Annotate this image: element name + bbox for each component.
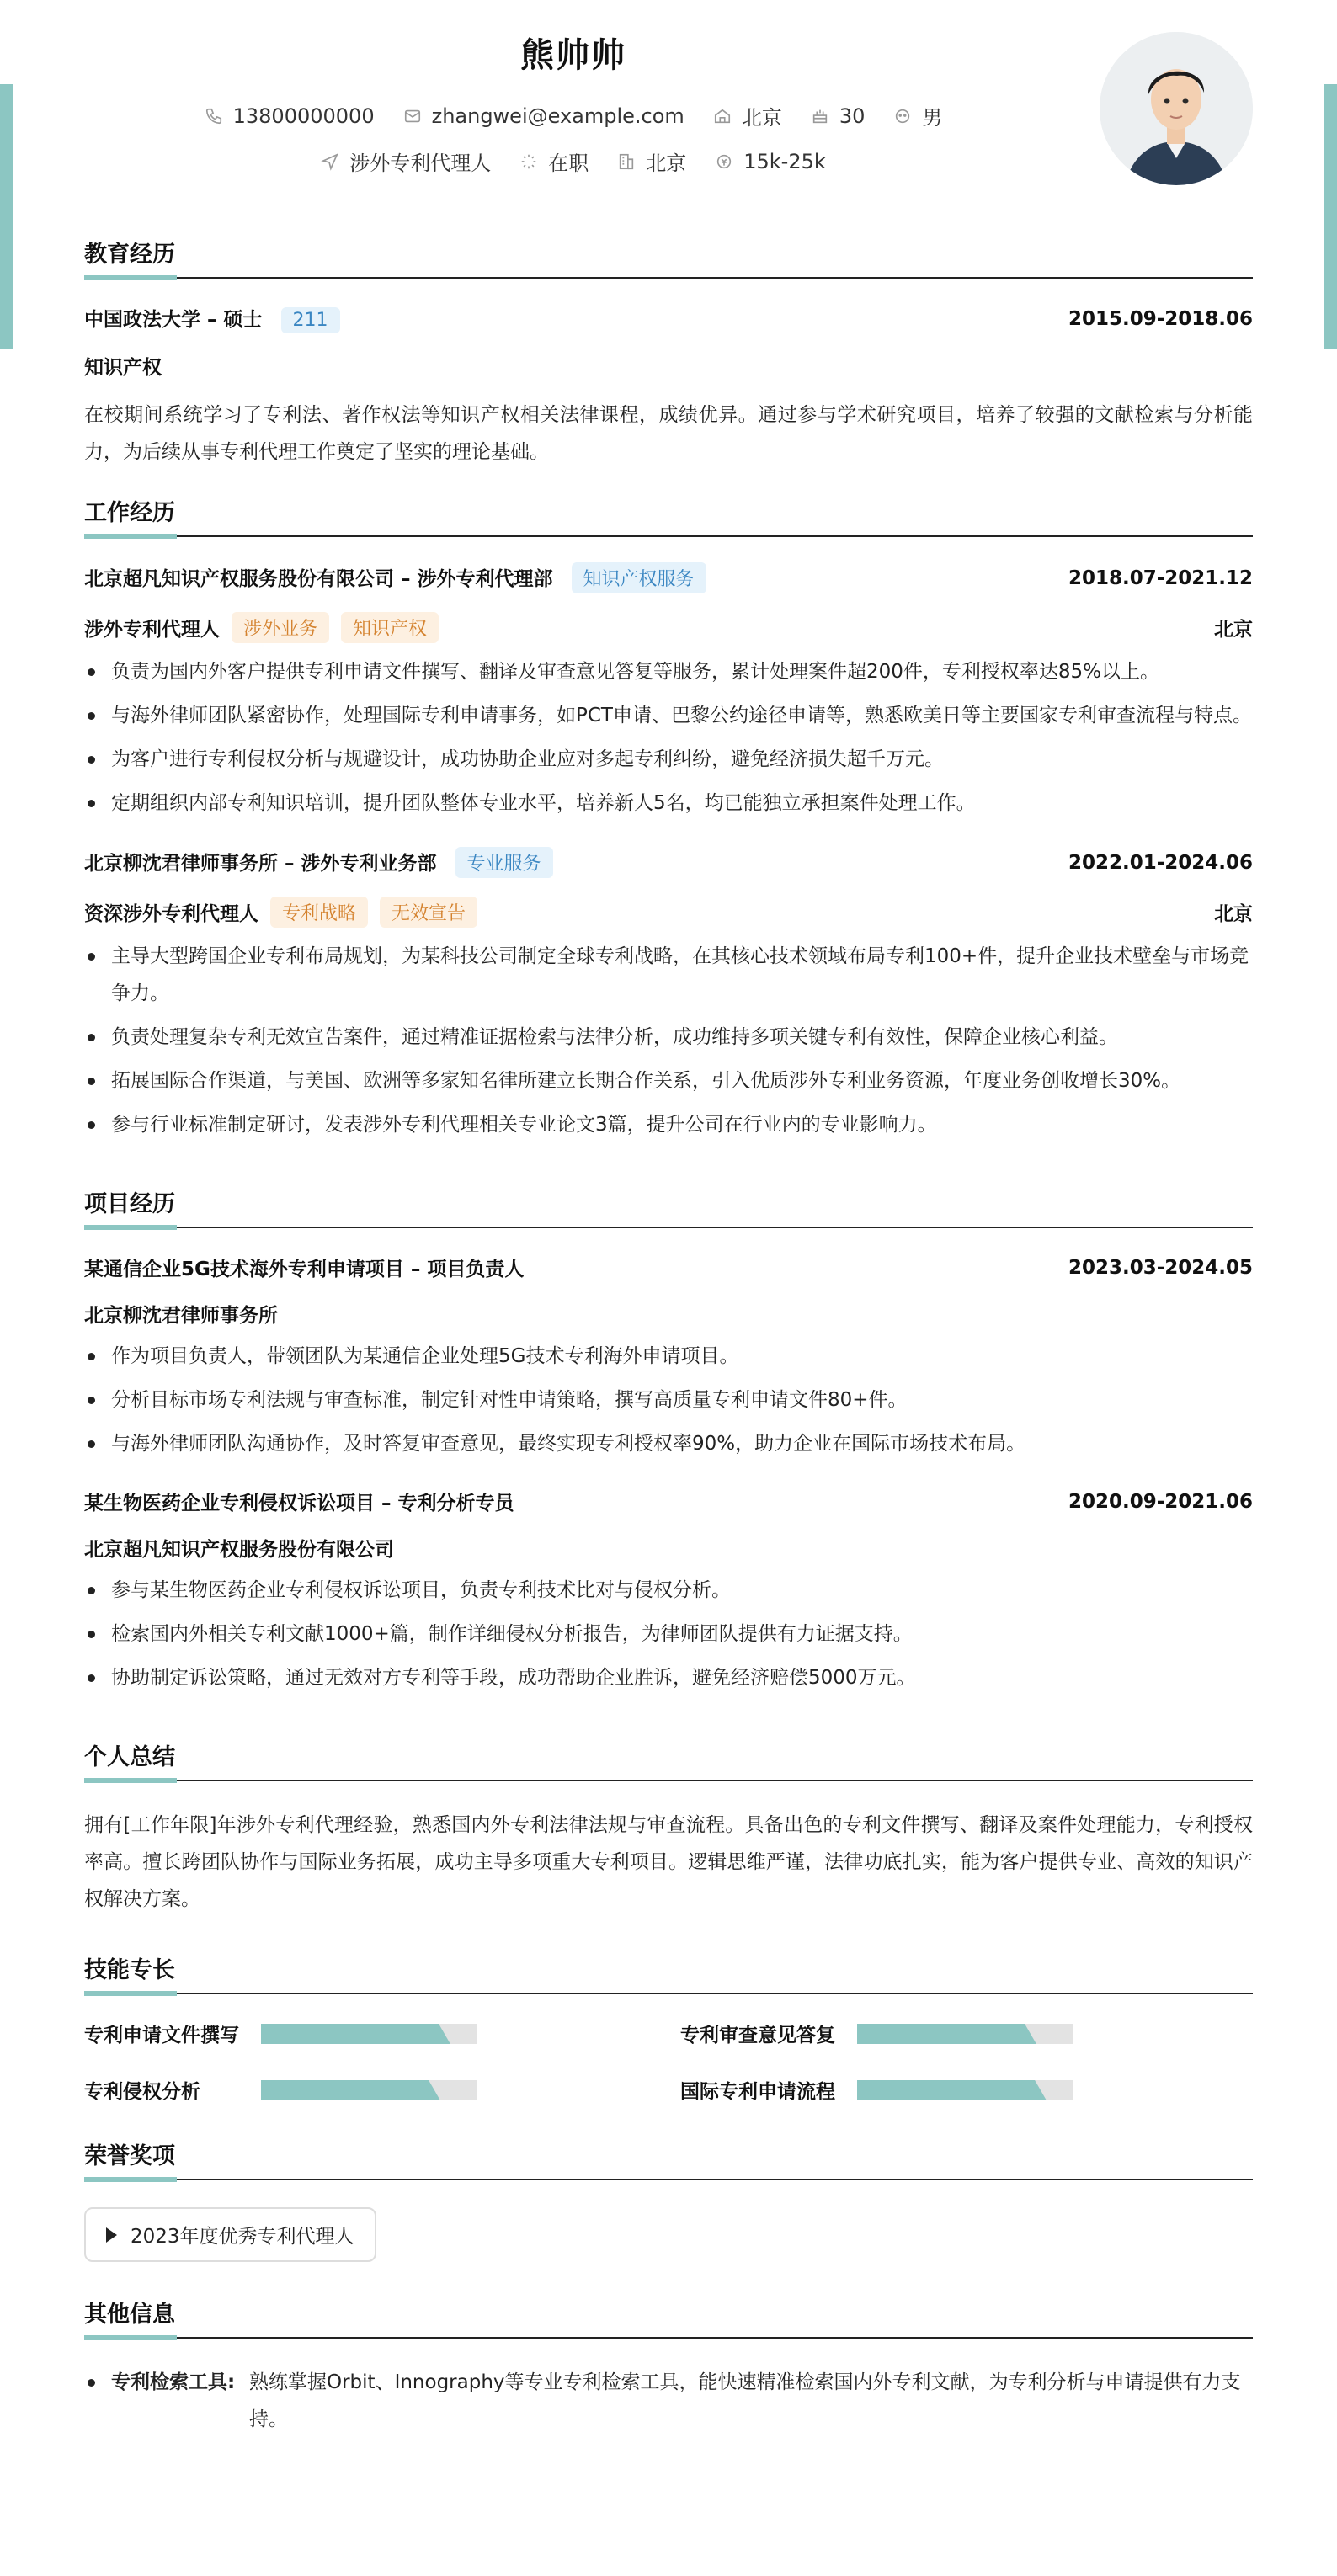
section-title: 其他信息 (84, 2302, 175, 2328)
other-section (84, 2296, 1253, 2438)
section-divider (84, 2337, 1253, 2339)
list-item: 协助制定诉讼策略，通过无效对方专利等手段，成功帮助企业胜诉，避免经济赔偿5000万元。 (84, 1659, 1253, 1696)
project-bullets (84, 1572, 1253, 1696)
list-item: 定期组织内部专利知识培训，提升团队整体专业水平，培养新人5名，均已能独立承担案件处理工作。 (84, 785, 1253, 822)
projects-section (84, 1185, 1253, 1696)
section-divider (84, 535, 1253, 537)
section-title: 工作经历 (84, 500, 175, 526)
section-divider (84, 1780, 1253, 1781)
section-title: 技能专长 (84, 1957, 175, 1983)
send-icon (321, 152, 339, 171)
skill-bar (261, 2080, 477, 2100)
project-name: 某通信企业5G技术海外专利申请项目 – 项目负责人 (84, 1259, 525, 1280)
skill-item (84, 2020, 680, 2047)
other-item (84, 2364, 1253, 2438)
company-line (84, 847, 553, 878)
location-text: 北京 (741, 106, 782, 130)
list-item: 参与某生物医药企业专利侵权诉讼项目，负责专利技术比对与侵权分析。 (84, 1572, 1253, 1609)
work-entry (84, 847, 1253, 1143)
education-desc: 在校期间系统学习了专利法、著作权法等知识产权相关法律课程，成绩优异。通过参与学术研究项目，培养了较强的文献检索与分析能力，为后续从事专利代理工作奠定了坚实的理论基础。 (84, 404, 1253, 463)
summary-section (84, 1738, 1253, 1918)
industry-tag: 知识产权服务 (572, 562, 706, 593)
skill-item (680, 2076, 1253, 2104)
home-icon (713, 107, 732, 125)
skill-item (680, 2020, 1253, 2047)
work-date: 2018.07-2021.12 (1068, 567, 1253, 589)
major: 知识产权 (84, 357, 162, 379)
salary-text: 15k-25k (743, 149, 826, 173)
skill-bar (857, 2080, 1073, 2100)
list-item: 负责为国内外客户提供专利申请文件撰写、翻译及审查意见答复等服务，累计处理案件超200件，专利授权率达85%以上。 (84, 653, 1253, 690)
list-item: 负责处理复杂专利无效宣告案件，通过精准证据检索与法律分析，成功维持多项关键专利有效性，保障企业核心利益。 (84, 1019, 1253, 1056)
section-divider (84, 1227, 1253, 1228)
skill-fill (857, 2080, 1051, 2100)
phone-icon (205, 107, 223, 125)
award-name: 2023年度优秀专利代理人 (131, 2226, 354, 2248)
role-tag: 专利战略 (270, 897, 368, 928)
age-text: 30 (839, 104, 866, 128)
gender-info (893, 101, 942, 130)
education-entry (84, 304, 1253, 471)
cake-icon (811, 107, 829, 125)
company-line (84, 562, 706, 593)
section-divider (84, 277, 1253, 279)
list-item: 检索国内外相关专利文献1000+篇，制作详细侵权分析报告，为律师团队提供有力证据支持。 (84, 1615, 1253, 1653)
work-bullets (84, 653, 1253, 822)
work-entry (84, 562, 1253, 822)
phone-info (205, 104, 375, 128)
role-name: 涉外专利代理人 (84, 619, 220, 641)
skill-fill (261, 2080, 445, 2100)
school-line (84, 304, 340, 333)
mail-icon (403, 107, 422, 125)
skill-name: 专利申请文件撰写 (84, 2025, 239, 2046)
phone-text: 13800000000 (232, 104, 375, 128)
avatar-portrait-icon (1100, 32, 1253, 185)
work-bullets (84, 938, 1253, 1143)
candidate-name: 熊帅帅 (520, 36, 626, 75)
list-item: 为客户进行专利侵权分析与规避设计，成功协助企业应对多起专利纠纷，避免经济损失超千万元。 (84, 741, 1253, 778)
section-title: 项目经历 (84, 1191, 175, 1217)
skill-bar (261, 2024, 477, 2044)
skill-name: 专利侵权分析 (84, 2081, 200, 2103)
skills-section (84, 1951, 1253, 2104)
skills-grid (84, 2020, 1253, 2104)
work-city: 北京 (1214, 619, 1253, 641)
skill-name: 专利审查意见答复 (680, 2025, 835, 2046)
work-city: 北京 (1214, 903, 1253, 925)
section-divider (84, 2179, 1253, 2180)
skill-bar (857, 2024, 1073, 2044)
project-date: 2023.03-2024.05 (1068, 1256, 1253, 1279)
city-info (617, 146, 686, 176)
skill-item (84, 2076, 680, 2104)
project-date: 2020.09-2021.06 (1068, 1490, 1253, 1513)
job-row (0, 146, 1147, 176)
role-line (84, 612, 439, 643)
other-text: 熟练掌握Orbit、Innography等专业专利检索工具，能快速精准检索国内外专利文献，为专利分析与申请提供有力支持。 (249, 2371, 1241, 2430)
other-label: 专利检索工具: (111, 2371, 236, 2393)
award-item (84, 2207, 376, 2262)
status-info (519, 146, 589, 176)
avatar (1100, 32, 1253, 185)
skill-fill (261, 2024, 455, 2044)
section-title: 荣誉奖项 (84, 2143, 175, 2169)
email-text: zhangwei@example.com (431, 104, 684, 128)
contact-row (0, 101, 1147, 130)
coin-icon (715, 152, 733, 171)
list-item: 参与行业标准制定研讨，发表涉外专利代理相关专业论文3篇，提升公司在行业内的专业影响力。 (84, 1106, 1253, 1143)
resume-body (84, 210, 1253, 2438)
company-name: 北京柳沈君律师事务所 – 涉外专利业务部 (84, 853, 437, 875)
list-item: 拓展国际合作渠道，与美国、欧洲等多家知名律所建立长期合作关系，引入优质涉外专利业务资源，年度业务创收增长30%。 (84, 1062, 1253, 1099)
building-icon (617, 152, 636, 171)
role-name: 资深涉外专利代理人 (84, 903, 258, 925)
job-target-info (321, 146, 491, 176)
gender-icon (893, 107, 912, 125)
school-name: 中国政法大学 – 硕士 (84, 309, 263, 331)
location-info (713, 101, 782, 130)
loading-icon (519, 152, 538, 171)
industry-tag: 专业服务 (455, 847, 553, 878)
section-title: 个人总结 (84, 1744, 175, 1770)
play-triangle-icon (106, 2227, 117, 2243)
role-tag: 无效宣告 (380, 897, 477, 928)
age-info (811, 104, 866, 128)
list-item: 与海外律师团队沟通协作，及时答复审查意见，最终实现专利授权率90%，助力企业在国际市场技术布局。 (84, 1425, 1253, 1462)
list-item: 作为项目负责人，带领团队为某通信企业处理5G技术专利海外申请项目。 (84, 1338, 1253, 1375)
resume-header (0, 0, 1337, 210)
company-name: 北京超凡知识产权服务股份有限公司 – 涉外专利代理部 (84, 568, 553, 590)
work-date: 2022.01-2024.06 (1068, 851, 1253, 874)
gender-text: 男 (922, 106, 943, 130)
school-tag: 211 (281, 307, 340, 333)
job-target-text: 涉外专利代理人 (349, 152, 492, 175)
project-bullets (84, 1338, 1253, 1462)
city-text: 北京 (646, 152, 687, 175)
email-info (403, 104, 684, 128)
role-tag: 知识产权 (341, 612, 439, 643)
salary-info (715, 150, 826, 173)
list-item: 与海外律师团队紧密协作，处理国际专利申请事务，如PCT申请、巴黎公约途径申请等，熟悉欧美日等主要国家专利审查流程与特点。 (84, 697, 1253, 734)
status-text: 在职 (548, 152, 589, 175)
list-item: 主导大型跨国企业专利布局规划，为某科技公司制定全球专利战略，在其核心技术领域布局专利100+件，提升企业技术壁垒与市场竞争力。 (84, 938, 1253, 1012)
section-divider (84, 1993, 1253, 1994)
skill-fill (857, 2024, 1041, 2044)
education-section (84, 236, 1253, 471)
project-name: 某生物医药企业专利侵权诉讼项目 – 专利分析专员 (84, 1493, 514, 1514)
honors-section (84, 2137, 1253, 2262)
project-entry (84, 1488, 1253, 1696)
project-org: 北京超凡知识产权服务股份有限公司 (84, 1539, 394, 1561)
project-entry (84, 1253, 1253, 1462)
section-title: 教育经历 (84, 242, 175, 268)
list-item: 分析目标市场专利法规与审查标准，制定针对性申请策略，撰写高质量专利申请文件80+件。 (84, 1381, 1253, 1418)
education-date: 2015.09-2018.06 (1068, 307, 1253, 330)
work-section (84, 494, 1253, 1143)
role-line (84, 897, 477, 928)
role-tag: 涉外业务 (232, 612, 329, 643)
project-org: 北京柳沈君律师事务所 (84, 1305, 278, 1327)
summary-text: 拥有[工作年限]年涉外专利代理经验，熟悉国内外专利法律法规与审查流程。具备出色的专利文件撰写、翻译及案件处理能力，专利授权率高。擅长跨团队协作与国际业务拓展，成功主导多项重大专利项目。逻辑思维严谨，法律功底扎实，能为客户提供专业、高效的知识产权解决方案。 (84, 1814, 1253, 1910)
skill-name: 国际专利申请流程 (680, 2081, 835, 2103)
